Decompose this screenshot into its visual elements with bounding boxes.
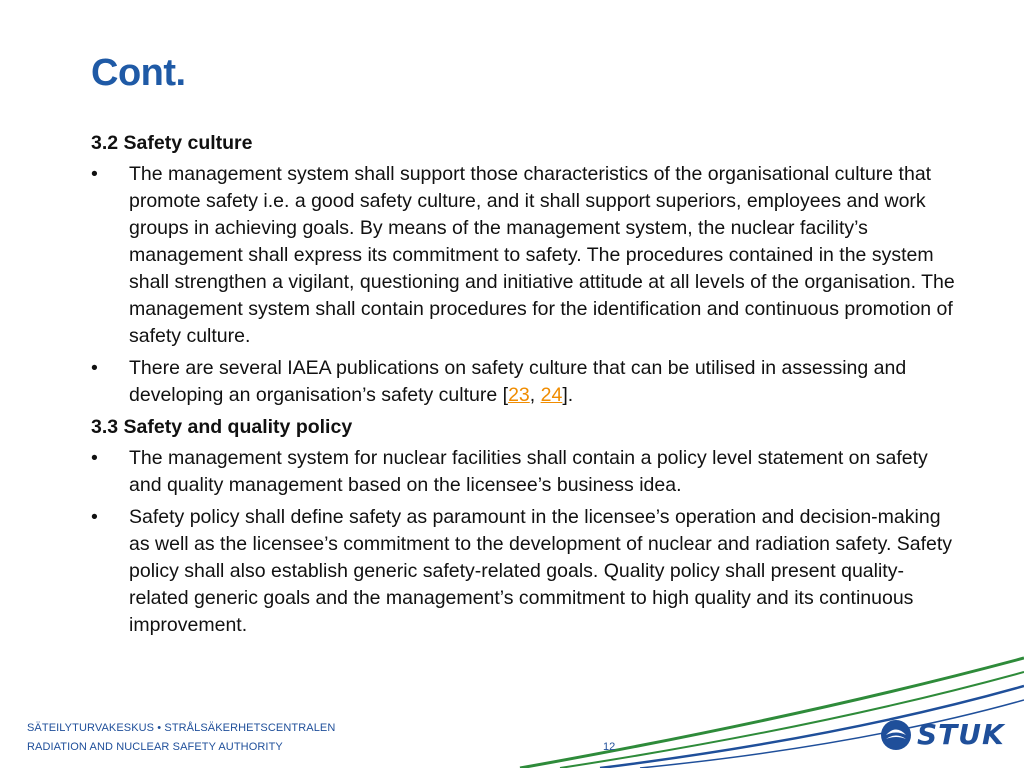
bullet-text: The management system for nuclear facilities shall contain a policy level statement on safety and quality management based on the licensee’s business idea. (129, 447, 928, 496)
stuk-logo-text: STUK (917, 718, 1005, 751)
ref-separator: , (529, 384, 541, 406)
reference-link-23[interactable]: 23 (508, 384, 530, 406)
reference-link-24[interactable]: 24 (540, 384, 563, 406)
bullet-text: There are several IAEA publications on safety culture that can be utilised in assessing and developing an organisation’s safety culture [ (129, 357, 907, 406)
bullet-item (91, 445, 961, 499)
slide-title: Cont. (91, 52, 186, 94)
footer-org-line-1: SÄTEILYTURVAKESKUS • STRÅLSÄKERHETSCENTRALEN (27, 722, 336, 734)
section-heading-safety-quality-policy: 3.3 Safety and quality policy (91, 416, 353, 438)
section-heading-safety-culture: 3.2 Safety culture (91, 132, 253, 154)
bullet-marker: • (91, 506, 98, 528)
ref-end: ]. (562, 384, 574, 406)
bullet-text: The management system shall support those characteristics of the organisational culture that promote safety i.e. a good safety culture, and it shall support superiors, employees and work groups in achieving goals. By means of the management system, the nuclear facility’s management shall express its commitment to safety. The procedures contained in the system shall strengthen a vigilant, questioning and initiative attitude at all levels of the organisation. The management system shall contain procedures for the identification and continuous promotion of safety culture. (129, 163, 955, 347)
footer-org-line-2: RADIATION AND NUCLEAR SAFETY AUTHORITY (27, 741, 283, 753)
bullet-item (91, 355, 961, 409)
bullet-text: Safety policy shall define safety as paramount in the licensee’s operation and decision-making as well as the licensee’s commitment to the development of nuclear and radiation safety. Safety policy shall also establish generic safety-related goals. Quality policy shall present quality-related generic goals and the management’s commitment to high quality and its continuous improvement. (129, 506, 953, 636)
bullet-item (91, 161, 961, 350)
bullet-marker: • (91, 163, 98, 185)
bullet-item (91, 504, 961, 639)
bullet-marker: • (91, 357, 98, 379)
slide-body (91, 130, 961, 644)
page-number: 12 (603, 741, 616, 753)
bullet-marker: • (91, 447, 98, 469)
